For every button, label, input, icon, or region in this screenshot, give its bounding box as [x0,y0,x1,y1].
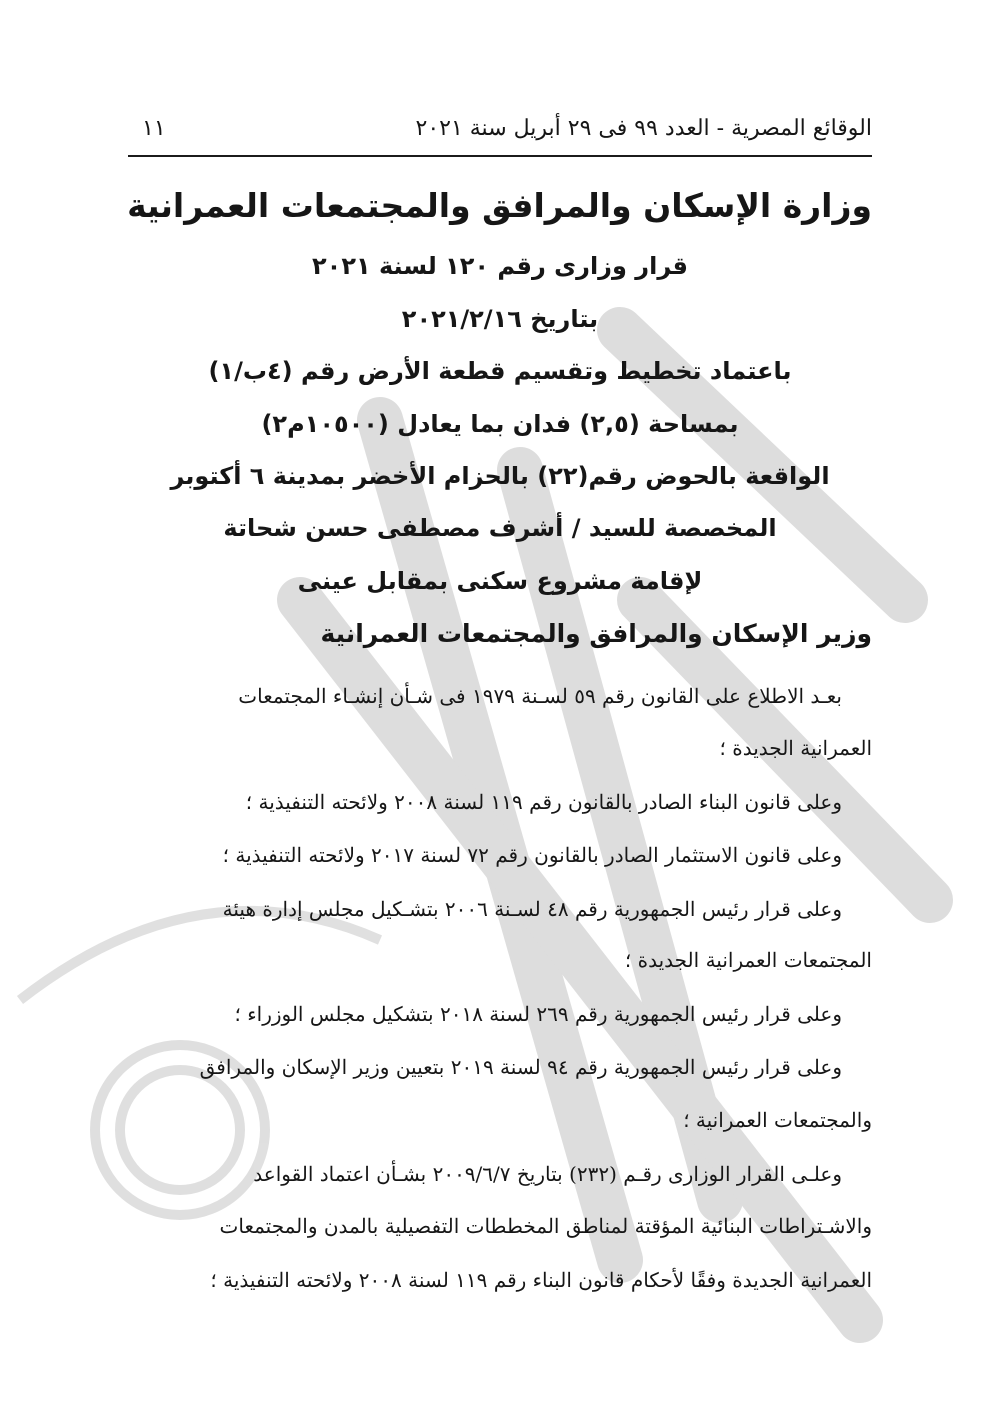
preamble-line: وعلى قرار رئيس الجمهورية رقم ٤٨ لسـنة ٢٠٠٦ بتشـكيل مجلس إدارة هيئة [222,897,842,921]
preamble-line: العمرانية الجديدة ؛ [719,736,872,760]
decision-date: بتاريخ ٢٠٢١/٢/١٦ [401,305,599,333]
preamble-line: وعلى قانون الاستثمار الصادر بالقانون رقم ٧٢ لسنة ٢٠١٧ ولائحته التنفيذية ؛ [222,843,842,867]
preamble-line: العمرانية الجديدة وفقًا لأحكام قانون البناء رقم ١١٩ لسنة ٢٠٠٨ ولائحته التنفيذية ؛ [210,1268,872,1292]
decision-line: الواقعة بالحوض رقم(٢٢) بالحزام الأخضر بمدينة ٦ أكتوبر [170,462,830,490]
minister-title: وزير الإسكان والمرافق والمجتمعات العمرانية [320,619,872,648]
preamble-line: وعلى قرار رئيس الجمهورية رقم ٩٤ لسنة ٢٠١٩ بتعيين وزير الإسكان والمرافق [199,1055,842,1079]
preamble-line: وعلى قرار رئيس الجمهورية رقم ٢٦٩ لسنة ٢٠١٨ بتشكيل مجلس الوزراء ؛ [234,1002,842,1026]
header-title: الوقائع المصرية - العدد ٩٩ فى ٢٩ أبريل سنة ٢٠٢١ [415,116,872,141]
decision-line: لإقامة مشروع سكنى بمقابل عينى [297,567,703,595]
preamble-line: المجتمعات العمرانية الجديدة ؛ [624,948,872,972]
ministry-title: وزارة الإسكان والمرافق والمجتمعات العمرانية [127,186,872,225]
preamble-line: وعلـى القرار الوزارى رقـم (٢٣٢) بتاريخ ٢٠٠٩/٦/٧ بشـأن اعتماد القواعد [253,1162,842,1186]
decision-line: باعتماد تخطيط وتقسيم قطعة الأرض رقم (٤ب/١) [208,357,792,385]
decision-line: بمساحة (٢,٥) فدان بما يعادل (١٠٥٠٠م٢) [261,410,739,438]
preamble-line: وعلى قانون البناء الصادر بالقانون رقم ١١٩ لسنة ٢٠٠٨ ولائحته التنفيذية ؛ [245,790,842,814]
preamble-line: والاشـتراطات البنائية المؤقتة لمناطق المخططات التفصيلية بالمدن والمجتمعات [219,1214,872,1238]
decision-number: قرار وزارى رقم ١٢٠ لسنة ٢٠٢١ [312,252,688,280]
page-number: ١١ [142,116,166,141]
page-header [128,116,872,158]
preamble-line: والمجتمعات العمرانية ؛ [683,1108,872,1132]
decision-line: المخصصة للسيد / أشرف مصطفى حسن شحاتة [223,514,777,542]
preamble-line: بعـد الاطلاع على القانون رقم ٥٩ لسـنة ١٩٧٩ فى شـأن إنشـاء المجتمعات [238,684,842,708]
header-divider [128,155,872,157]
